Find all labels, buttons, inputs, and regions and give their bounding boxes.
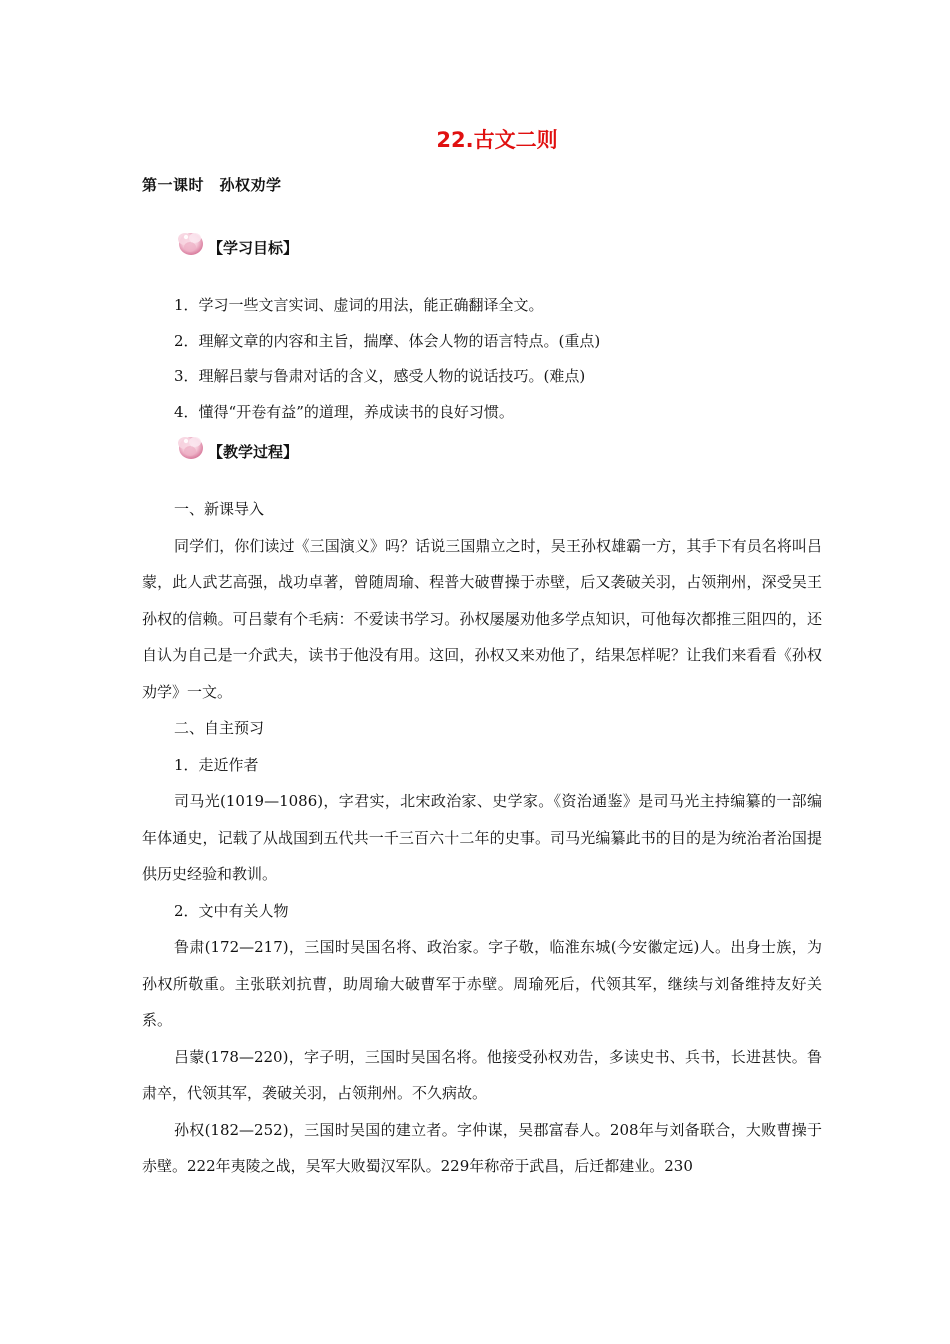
subheading-characters: 2．文中有关人物	[174, 901, 289, 920]
page-title: 22.古文二则	[436, 128, 558, 152]
list-item: 2．理解文章的内容和主旨，揣摩、体会人物的语言特点。(重点)	[174, 331, 601, 350]
section-label-process: 【教学过程】	[208, 442, 299, 461]
section-header-process	[174, 430, 298, 464]
paragraph-intro: 同学们，你们读过《三国演义》吗？话说三国鼎立之时，吴王孙权雄霸一方，其手下有员名将叫吕蒙，此人武艺高强，战功卓著，曾随周瑜、程普大破曹操于赤壁，后又袭破关羽，占领荆州，深受吴王孙权的信赖。可吕蒙有个毛病：不爱读书学习。孙权屡屡劝他多学点知识，可他每次都推三阻四的，还自认为自己是一介武夫，读书于他没有用。这回，孙权又来劝他了，结果怎样呢？让我们来看看《孙权劝学》一文。	[142, 536, 822, 701]
paragraph-sunquan: 孙权(182—252)，三国时吴国的建立者。字仲谋，吴郡富春人。208年与刘备联合，大败曹操于赤壁。222年夷陵之战，吴军大败蜀汉军队。229年称帝于武昌，后迁都建业。230	[142, 1120, 822, 1175]
lesson-subtitle: 第一课时 孙权劝学	[142, 176, 282, 194]
list-item: 1．学习一些文言实词、虚词的用法，能正确翻译全文。	[174, 296, 544, 314]
pink-flower-icon	[174, 227, 206, 259]
section-header-goals	[174, 226, 298, 260]
subheading-author: 1．走近作者	[174, 755, 259, 774]
paragraph-lusu: 鲁肃(172—217)，三国时吴国名将、政治家。字子敬，临淮东城(今安徽定远)人。出身士族，为孙权所敬重。主张联刘抗曹，助周瑜大破曹军于赤壁。周瑜死后，代领其军，继续与刘备维持友好关系。	[142, 938, 822, 1029]
paragraph-lvmeng: 吕蒙(178—220)，字子明，三国时吴国名将。他接受孙权劝告，多读史书、兵书，长进甚快。鲁肃卒，代领其军，袭破关羽，占领荆州。不久病故。	[142, 1047, 822, 1102]
heading-self-preview: 二、自主预习	[174, 719, 265, 737]
body-text	[142, 491, 822, 1185]
goals-list	[142, 288, 822, 430]
pink-flower-icon	[174, 431, 206, 463]
paragraph-author: 司马光(1019—1086)，字君实，北宋政治家、史学家。《资治通鉴》是司马光主持编纂的一部编年体通史，记载了从战国到五代共一千三百六十二年的史事。司马光编纂此书的目的是为统治者治国提供历史经验和教训。	[142, 792, 822, 883]
list-item: 4．懂得“开卷有益”的道理，养成读书的良好习惯。	[174, 402, 514, 421]
heading-new-lesson: 一、新课导入	[174, 500, 265, 518]
section-label-goals: 【学习目标】	[208, 238, 299, 257]
list-item: 3．理解吕蒙与鲁肃对话的含义，感受人物的说话技巧。(难点)	[174, 367, 586, 385]
